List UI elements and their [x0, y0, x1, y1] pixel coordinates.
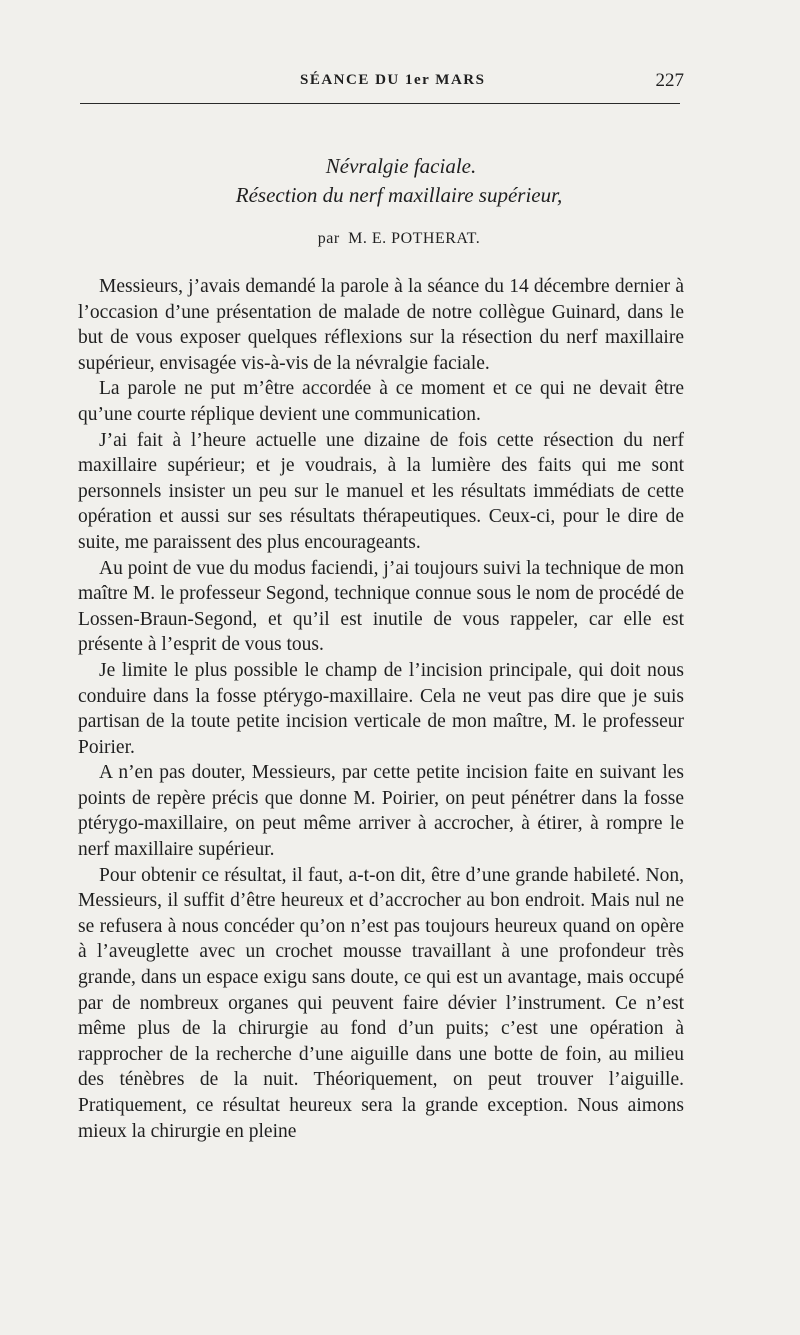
paragraph-1: Messieurs, j’avais demandé la parole à la séance du 14 décembre dernier à l’occasion d’une présentation de malade de notre collègue Guinard, dans le but de vous exposer quelques réflexions sur la résection du nerf maxillaire supérieur, envisagée vis-à-vis de la névralgie faciale. [78, 276, 684, 374]
page-number: 227 [655, 70, 684, 91]
title-line-1: Névralgie faciale. [325, 154, 477, 178]
author-prefix: par [317, 230, 340, 247]
article-title [78, 152, 684, 210]
running-title: SÉANCE DU 1er MARS [300, 72, 486, 88]
paragraph-3: J’ai fait à l’heure actuelle une dizaine de fois cette résection du nerf maxillaire supérieur; et je voudrais, à la lumière des faits qui me sont personnels insister un peu sur le manuel et les résultats immédiats de cette opération et aussi sur ses résultats thérapeutiques. Ceux-ci, pour le dire de suite, me paraissent des plus encourageants. [78, 429, 684, 553]
paragraph-7: Pour obtenir ce résultat, il faut, a-t-on dit, être d’une grande habileté. Non, Messieurs, il suffit d’être heureux et d’accrocher au bon endroit. Mais nul ne se refusera à nous concéder qu’on n’est pas toujours heureux quand on opère à l’aveuglette avec un crochet mousse travaillant à une profondeur très grande, dans un espace exigu sans doute, ce qui est un avantage, mais occupé par de nombreux organes qui peuvent faire dévier l’instrument. Ce n’est même plus de la chirurgie au fond d’un puits; c’est une opération à rapprocher de la recherche d’une aiguille dans une botte de foin, au milieu des ténèbres de la nuit. Théoriquement, on peut trouver l’aiguille. Pratiquement, ce résultat heureux sera la grande exception. Nous aimons mieux la chirurgie en pleine [78, 864, 684, 1142]
paragraph-2: La parole ne put m’être accordée à ce moment et ce qui ne devait être qu’une courte réplique devient une communication. [78, 378, 684, 425]
author-line [78, 230, 684, 248]
paragraph-4: Au point de vue du modus faciendi, j’ai toujours suivi la technique de mon maître M. le professeur Segond, technique connue sous le nom de procédé de Lossen-Braun-Segond, et qu’il est inutile de vous rappeler, car elle est présente à l’esprit de vous tous. [78, 557, 684, 656]
paragraph-6: A n’en pas douter, Messieurs, par cette petite incision faite en suivant les points de repère précis que donne M. Poirier, on peut pénétrer dans la fosse ptérygo-maxillaire, on peut même arriver à accrocher, à étirer, à rompre le nerf maxillaire supérieur. [78, 762, 684, 861]
running-head [78, 72, 684, 94]
title-line-2: Résection du nerf maxillaire supérieur, [235, 183, 563, 207]
header-rule [80, 103, 680, 104]
paragraph-5: Je limite le plus possible le champ de l’incision principale, qui doit nous conduire dans la fosse ptérygo-maxillaire. Cela ne veut pas dire que je suis partisan de la toute petite incision verticale de mon maître, M. le professeur Poirier. [78, 659, 684, 758]
body-text [78, 274, 684, 1144]
author-name: M. E. POTHERAT. [348, 230, 481, 247]
